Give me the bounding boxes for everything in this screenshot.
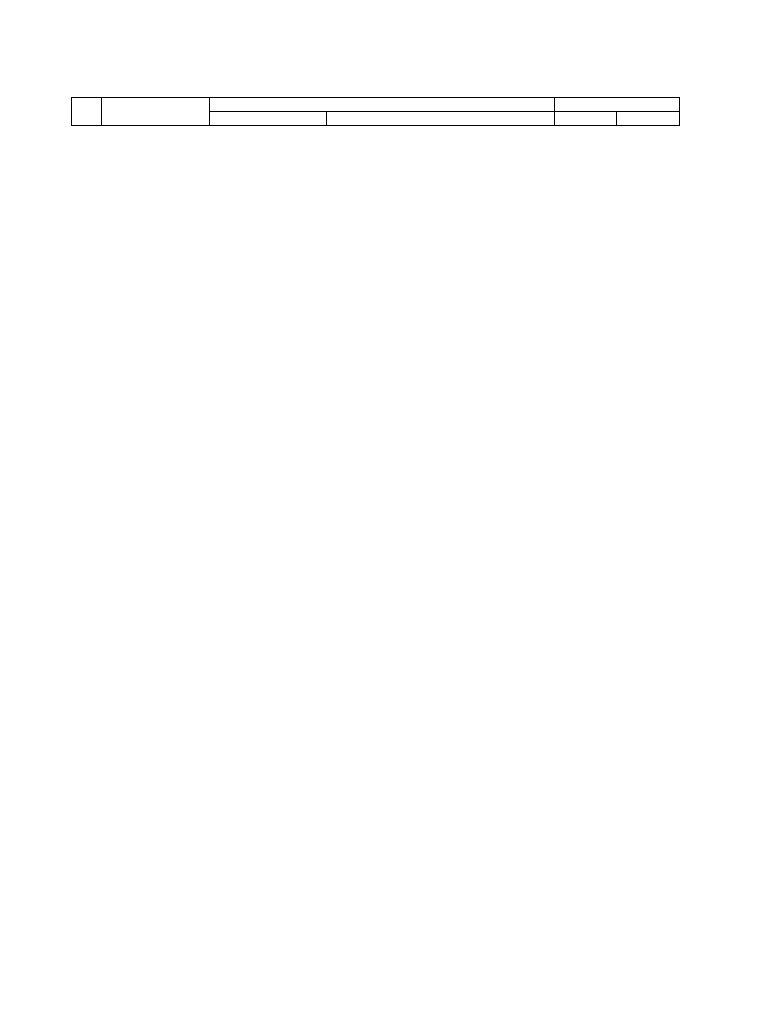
header-indikator-group xyxy=(210,98,555,112)
header-kriteria xyxy=(210,112,327,126)
header-no xyxy=(72,98,102,126)
header-tidak xyxy=(617,112,680,126)
header-ya xyxy=(555,112,617,126)
audit-table-part-1 xyxy=(71,97,680,126)
header-jenis-pelayanan xyxy=(102,98,210,126)
header-indikator xyxy=(327,112,555,126)
header-ada xyxy=(555,98,680,112)
